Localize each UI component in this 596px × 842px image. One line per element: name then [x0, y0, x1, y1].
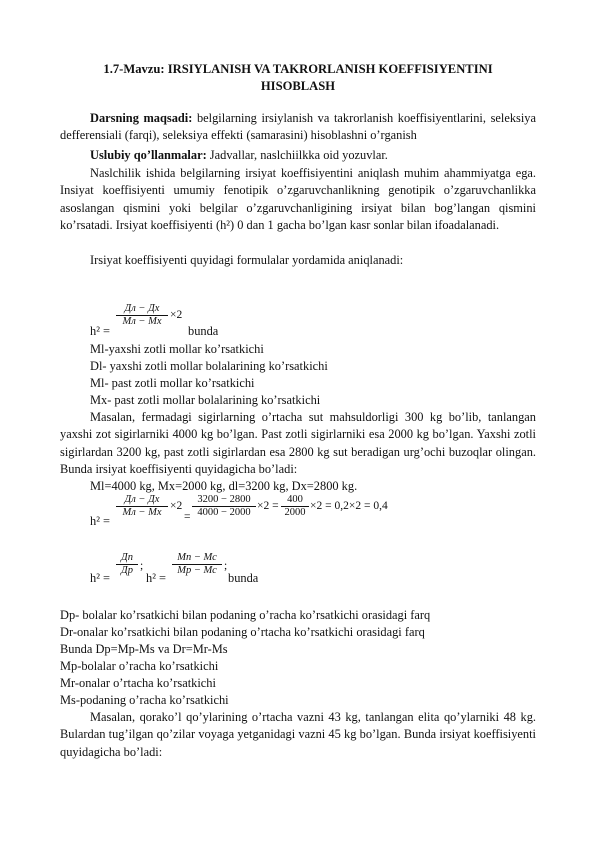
definition-line: Bunda Dp=Mp-Ms va Dr=Mr-Ms — [60, 642, 228, 656]
formula1-lhs: h² = — [90, 324, 110, 338]
goal-label: Darsning maqsadi: — [90, 111, 193, 125]
formula2-fraction-3 — [281, 494, 309, 519]
formula2-multiplier-1: ×2 — [170, 500, 183, 512]
formula1-bunda: bunda — [188, 324, 219, 338]
method-label: Uslubiy qo’llanmalar: — [90, 148, 207, 162]
formula1-denominator: Мл − Мх — [122, 316, 162, 327]
formula3-fraction-1 — [116, 552, 138, 577]
formula2-fraction-2 — [192, 494, 256, 519]
title-line-1: 1.7-Mavzu: IRSIYLANISH VA TAKRORLANISH KOEFFISIYENTINI — [103, 62, 493, 76]
definition-line: Ml- past zotli mollar ko’rsatkichi — [90, 376, 255, 390]
method-text: Jadvallar, naslchiilkka oid yozuvlar. — [206, 148, 388, 162]
definition-line: Mp-bolalar o’racha ko’rsatkichi — [60, 659, 219, 673]
definition-line: Ms-podaning o’racha ko’rsatkichi — [60, 693, 229, 707]
formula3-lhs-1: h² = — [90, 571, 110, 585]
formula1-fraction — [116, 303, 168, 328]
formula2-fraction-2-denominator: 4000 − 2000 — [197, 507, 251, 518]
definition-line: Dp- bolalar ko’rsatkichi bilan podaning o’racha ko’rsatkichi orasidagi farq — [60, 608, 431, 622]
formula3-fraction-1-denominator: Др — [121, 565, 133, 576]
formula2-fraction-3-numerator: 400 — [281, 494, 309, 507]
values-line: Ml=4000 kg, Mx=2000 kg, dl=3200 kg, Dx=2800 kg. — [90, 479, 358, 493]
formula3-separator-1: ; — [140, 560, 144, 572]
formula1-multiplier: ×2 — [170, 309, 183, 321]
definition-line: Ml-yaxshi zotli mollar ko’rsatkichi — [90, 342, 264, 356]
formula2-fraction-1-denominator: Мл − Мх — [122, 507, 162, 518]
method-paragraph — [60, 147, 536, 164]
goal-text: belgilarning irsiylanish va takrorlanish koeffisiyentlarini, seleksiya defferensiali (farqi), seleksiya effekti (samarasini) hisoblashni o’rganish — [60, 111, 536, 143]
formula3-fraction-2-denominator: Мр − Мс — [177, 565, 217, 576]
formula2-equals: = — [184, 511, 191, 523]
example1-paragraph: Masalan, fermadagi sigirlarning o’rtacha sut mahsuldorligi 300 kg bo’lib, tanlangan yaxshi zot sigirlarniki 4000 kg bo’lgan. Past zotli sigirlarniki esa 2000 kg bo’lgan. Yaxshi zotli sigirlardan 3200 kg, past zotli sigirlardan esa 2800 kg sut beradigan urg’ochi buzoqlar olingan. Bunda irsiyat koeffisiyenti quyidagicha bo’ladi: — [60, 410, 536, 477]
formula2-lhs: h² = — [90, 514, 110, 528]
formula2-fraction-3-denominator: 2000 — [284, 507, 306, 518]
formula3-fraction-2-numerator: Мп − Мс — [172, 552, 222, 565]
formulas-intro: Irsiyat koeffisiyenti quyidagi formulalar yordamida aniqlanadi: — [90, 253, 404, 267]
formula2-fraction-1 — [116, 494, 168, 519]
definition-line: Mr-onalar o’rtacha ko’rsatkichi — [60, 676, 216, 690]
definition-line: Dl- yaxshi zotli mollar bolalarining ko’rsatkichi — [90, 359, 328, 373]
formula1-numerator: Дл − Дх — [116, 303, 168, 316]
formula2-multiplier-2: ×2 = — [257, 500, 279, 512]
definition-line: Mx- past zotli mollar bolalarining ko’rsatkichi — [90, 393, 321, 407]
formula2-fraction-2-numerator: 3200 − 2800 — [192, 494, 256, 507]
formula2-fraction-1-numerator: Дл − Дх — [116, 494, 168, 507]
definition-line: Dr-onalar ko’rsatkichi bilan podaning o’rtacha ko’rsatkichi orasidagi farq — [60, 625, 425, 639]
formula3-fraction-2 — [172, 552, 222, 577]
formula3-fraction-1-numerator: Дп — [116, 552, 138, 565]
example2-paragraph: Masalan, qorako’l qo’ylarining o’rtacha vazni 43 kg, tanlangan elita qo’ylarniki 48 kg. Bulardan tug’ilgan qo’zilar voyaga yetganidagi vazni 45 kg bo’lgan. Bunda irsiyat koeffisiyenti quyidagicha bo’ladi: — [60, 710, 536, 759]
goal-paragraph — [60, 110, 536, 145]
intro-paragraph: Naslchilik ishida belgilarning irsiyat koeffisiyentini aniqlash muhim ahammiyatga ega. Insiyat koeffisiyenti umumiy fenotipik o’zgaruvchanlikning genotipik o’zgaruvchanlikka asoslangan qismini yoki belgilar o’zgaruvchanligining irsiyat bilan bog’langan qismini ko’rsatadi. Irsiyat koeffisiyenti (h²) 0 dan 1 gacha bo’lgan kasr sonlar bilan ifoadalanadi. — [60, 166, 536, 233]
formula3-separator-2: ; — [224, 560, 228, 572]
formula3-bunda: bunda — [228, 571, 259, 585]
title-line-2: HISOBLASH — [260, 79, 336, 93]
formula3-lhs-2: h² = — [146, 571, 166, 585]
formula2-result: ×2 = 0,2×2 = 0,4 — [310, 500, 388, 512]
page-title — [60, 61, 536, 95]
